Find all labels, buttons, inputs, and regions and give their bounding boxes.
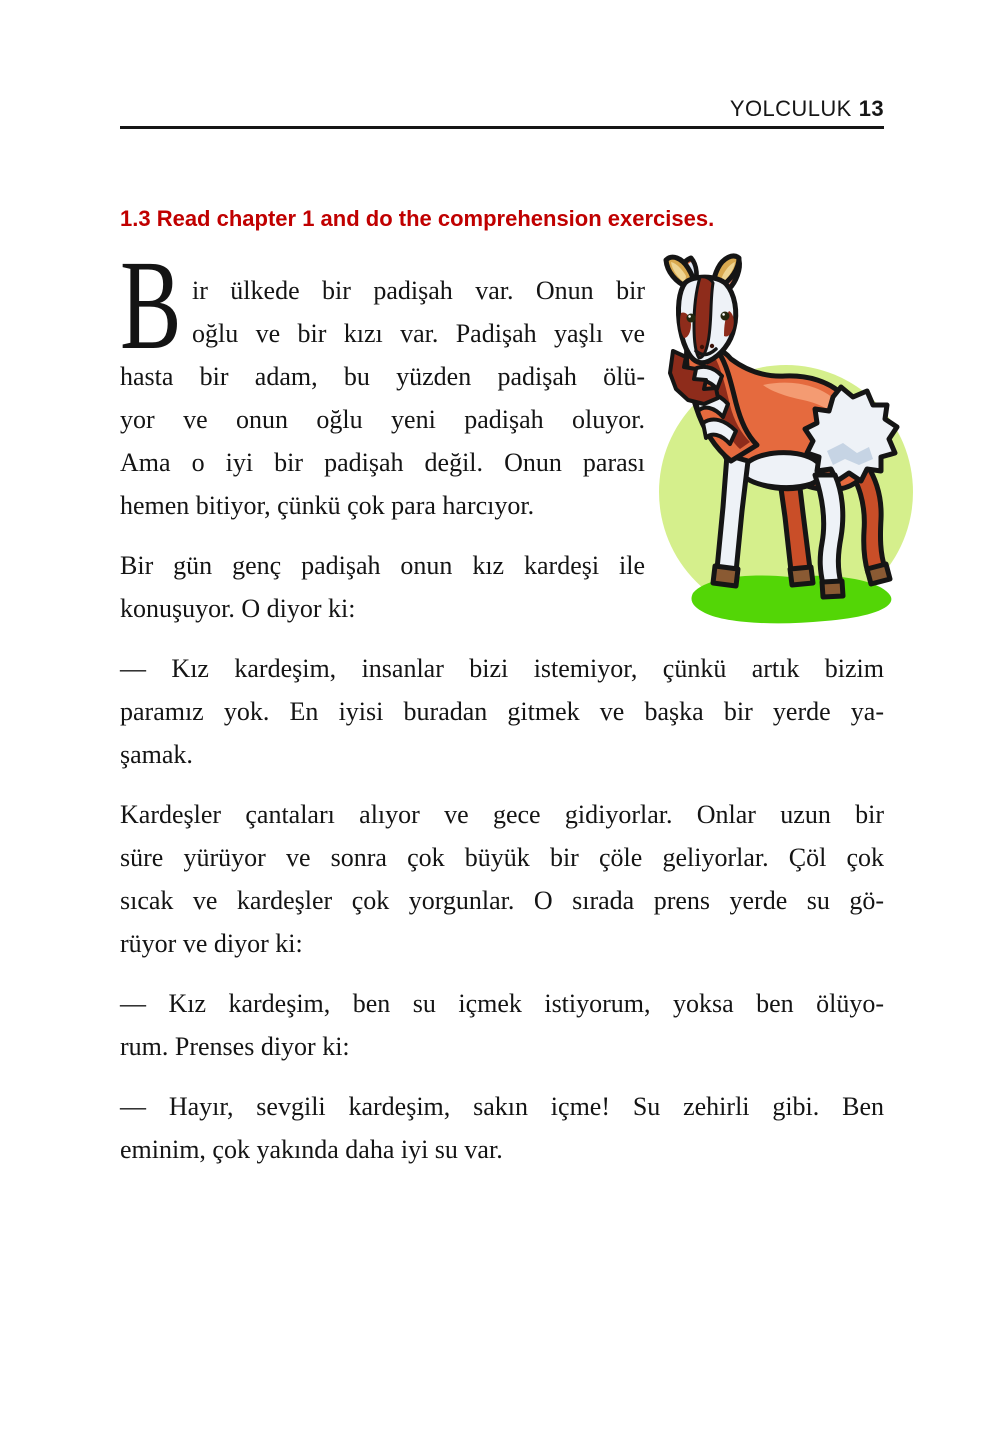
left-eye-glint [688,315,691,318]
belly-white-patch [740,453,821,488]
right-eye-glint [722,313,725,316]
text-line: konuşuyor. O diyor ki: [120,594,356,623]
text-line: yor ve onun oğlu yeni padişah oluyor. [120,405,645,434]
exercise-heading: 1.3 Read chapter 1 and do the comprehension exercises. [120,206,715,231]
text-line: Kardeşler çantaları alıyor ve gece gidiyorlar. Onlar uzun bir [120,800,884,829]
paragraph [120,793,884,965]
story-article [120,234,884,1171]
text-line: Bir gün genç padişah onun kız kardeşi ile [120,551,645,580]
antelope-illustration-svg [645,255,913,630]
right-eye [721,312,730,321]
text-line: süre yürüyor ve sonra çok büyük bir çöle geliyorlar. Çöl çok [120,843,884,872]
paragraph [120,1085,884,1171]
text-line: — Kız kardeşim, insanlar bizi istemiyor, çünkü artık bizim [120,654,884,683]
drop-cap: B [120,234,182,376]
text-line: sıcak ve kardeşler çok yorgunlar. O sırada prens yerde su gö- [120,886,884,915]
text-line: — Hayır, sevgili kardeşim, sakın içme! Su zehirli gibi. Ben [120,1092,884,1121]
paragraph [120,647,884,776]
far-hind-hoof [867,564,890,584]
near-front-hoof [713,566,738,586]
text-line: şamak. [120,740,193,769]
text-line: eminim, çok yakında daha iyi su var. [120,1135,503,1164]
text-line: rüyor ve diyor ki: [120,929,303,958]
text-line: Ama o iyi bir padişah değil. Onun parası [120,448,645,477]
page-header [120,97,884,129]
text-line: hemen bitiyor, çünkü çok para harcıyor. [120,491,535,520]
text-line: rum. Prenses diyor ki: [120,1032,350,1061]
right-nostril [710,344,714,348]
book-page [0,97,1004,1171]
text-line: ir ülkede bir padişah var. Onun bir [192,276,645,305]
antelope-illustration [645,255,884,628]
far-front-hoof [790,567,813,585]
text-line: — Kız kardeşim, ben su içmek istiyorum, yoksa ben ölüyo- [120,989,884,1018]
text-line: hasta bir adam, bu yüzden padişah ölü- [120,362,645,391]
left-eye [687,314,696,323]
paragraph [120,982,884,1068]
text-line: oğlu ve bir kızı var. Padişah yaşlı ve [192,319,645,348]
left-nostril [700,345,704,349]
book-title: YOLCULUK [729,96,852,121]
text-line: paramız yok. En iyisi buradan gitmek ve başka bir yerde ya- [120,697,884,726]
page-number: 13 [858,96,884,121]
near-hind-hoof [822,581,843,597]
